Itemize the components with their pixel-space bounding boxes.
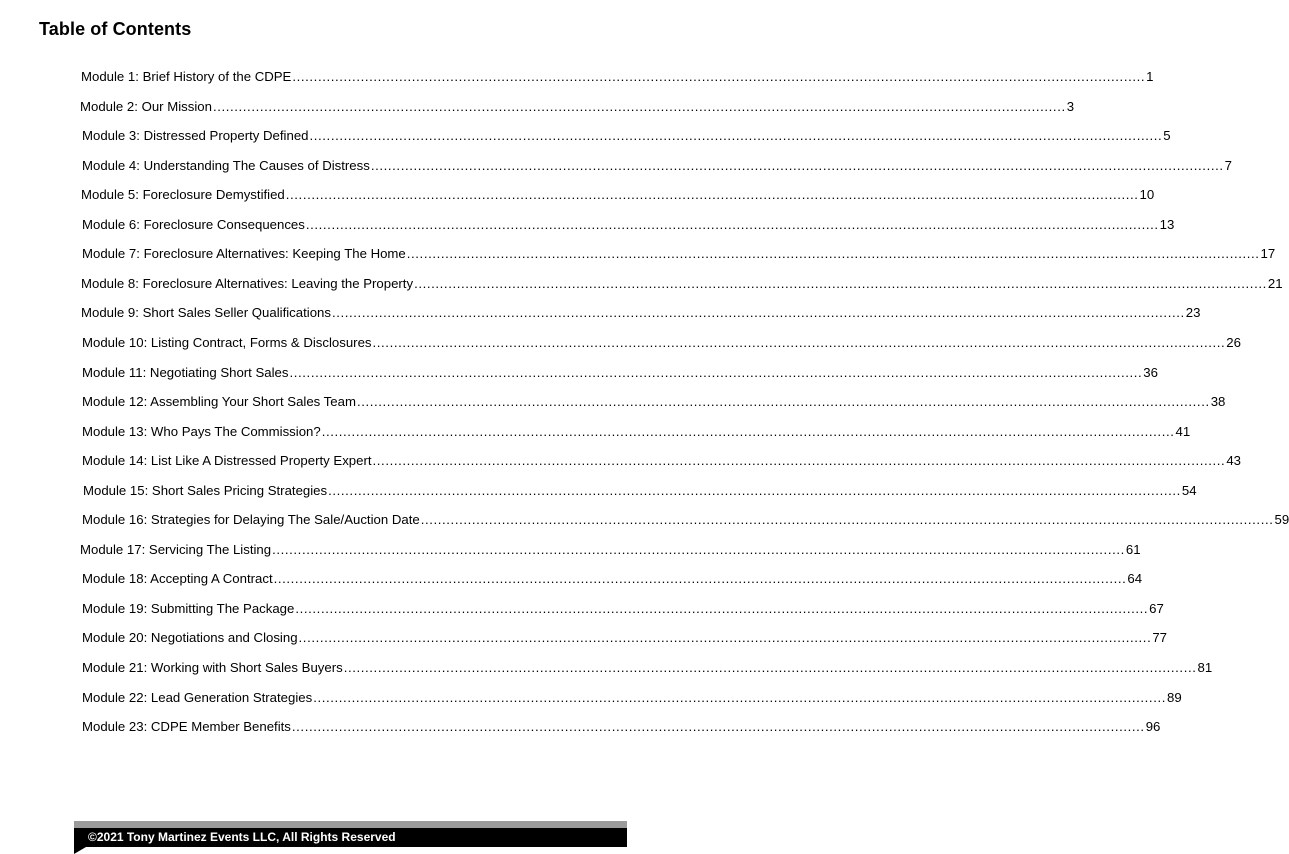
toc-entry-page-number: 3 — [1066, 99, 1075, 114]
toc-leader-dots: ........................................................................................................................................................................................................ — [313, 690, 1166, 705]
toc-leader-dots: ........................................................................................................................................................................................................ — [285, 187, 1139, 202]
toc-entry-label: Module 23: CDPE Member Benefits — [82, 719, 291, 734]
toc-entry-label: Module 17: Servicing The Listing — [80, 542, 272, 557]
footer-copyright: ©2021 Tony Martinez Events LLC, All Rights Reserved — [88, 830, 396, 844]
toc-entry-label: Module 14: List Like A Distressed Property Expert — [82, 453, 372, 468]
toc-entry-label: Module 3: Distressed Property Defined — [82, 128, 309, 143]
toc-leader-dots: ........................................................................................................................................................................................................ — [292, 69, 1146, 84]
toc-entry-page-number: 67 — [1149, 601, 1164, 616]
toc-leader-dots: ........................................................................................................................................................................................................ — [370, 158, 1224, 173]
toc-leader-dots: ........................................................................................................................................................................................................ — [321, 424, 1175, 439]
toc-entry — [82, 127, 1171, 145]
toc-entry — [80, 541, 1141, 559]
toc-entry — [82, 393, 1226, 411]
toc-entry — [82, 423, 1191, 441]
toc-entry — [82, 689, 1182, 707]
toc-entry-page-number: 54 — [1181, 483, 1197, 498]
toc-entry-label: Module 7: Foreclosure Alternatives: Keeping The Home — [82, 246, 406, 261]
toc-leader-dots: ........................................................................................................................................................................................................ — [420, 512, 1274, 527]
toc-leader-dots: ........................................................................................................................................................................................................ — [343, 660, 1197, 675]
toc-entry-page-number: 81 — [1197, 660, 1213, 675]
toc-entry-page-number: 17 — [1260, 246, 1276, 261]
toc-entry-page-number: 10 — [1139, 187, 1155, 202]
toc-entry — [82, 364, 1158, 382]
toc-entry-page-number: 26 — [1226, 335, 1241, 350]
toc-entry — [82, 570, 1143, 588]
toc-leader-dots: ........................................................................................................................................................................................................ — [273, 571, 1127, 586]
toc-entry — [82, 600, 1164, 618]
page-title: Table of Contents — [39, 19, 192, 39]
toc-entry-label: Module 11: Negotiating Short Sales — [82, 365, 289, 380]
toc-entry-page-number: 61 — [1125, 542, 1141, 557]
footer-bar — [74, 828, 627, 847]
toc-leader-dots: ........................................................................................................................................................................................................ — [295, 601, 1149, 616]
toc-entry — [82, 216, 1175, 234]
toc-leader-dots: ........................................................................................................................................................................................................ — [372, 335, 1226, 350]
toc-entry-page-number: 59 — [1274, 512, 1289, 527]
toc-leader-dots: ........................................................................................................................................................................................................ — [372, 453, 1226, 468]
toc-entry-page-number: 64 — [1127, 571, 1143, 586]
toc-leader-dots: ........................................................................................................................................................................................................ — [291, 719, 1145, 734]
toc-entry-label: Module 19: Submitting The Package — [82, 601, 295, 616]
toc-leader-dots: ........................................................................................................................................................................................................ — [414, 276, 1267, 291]
toc-leader-dots: ........................................................................................................................................................................................................ — [331, 305, 1185, 320]
toc-leader-dots: ........................................................................................................................................................................................................ — [406, 246, 1260, 261]
footer-corner-decoration — [74, 847, 86, 854]
toc-entry-page-number: 89 — [1166, 690, 1182, 705]
toc-leader-dots: ........................................................................................................................................................................................................ — [305, 217, 1159, 232]
toc-entry-page-number: 41 — [1175, 424, 1191, 439]
toc-entry-label: Module 1: Brief History of the CDPE — [81, 69, 292, 84]
toc-leader-dots: ........................................................................................................................................................................................................ — [212, 99, 1066, 114]
toc-entry — [82, 452, 1241, 470]
toc-entry-page-number: 7 — [1224, 158, 1232, 173]
toc-entry-label: Module 16: Strategies for Delaying The Sale/Auction Date — [82, 512, 420, 527]
toc-entry-page-number: 77 — [1152, 630, 1167, 645]
toc-entry — [82, 659, 1213, 677]
toc-entry-label: Module 18: Accepting A Contract — [82, 571, 273, 586]
toc-entry-page-number: 96 — [1145, 719, 1161, 734]
toc-entry-page-number: 1 — [1146, 69, 1154, 84]
page-footer — [74, 821, 627, 854]
toc-entry-label: Module 4: Understanding The Causes of Distress — [82, 158, 370, 173]
toc-entry-page-number: 13 — [1159, 217, 1175, 232]
toc-entry-page-number: 36 — [1143, 365, 1158, 380]
toc-entry-label: Module 21: Working with Short Sales Buyers — [82, 660, 343, 675]
toc-entry-page-number: 5 — [1163, 128, 1171, 143]
toc-leader-dots: ........................................................................................................................................................................................................ — [289, 365, 1143, 380]
toc-entry-page-number: 43 — [1226, 453, 1241, 468]
toc-entry-page-number: 21 — [1267, 276, 1283, 291]
toc-entry — [81, 275, 1283, 293]
toc-entry-label: Module 8: Foreclosure Alternatives: Leaving the Property — [81, 276, 414, 291]
toc-entry-page-number: 38 — [1210, 394, 1226, 409]
toc-entry — [80, 98, 1075, 116]
toc-entry — [83, 482, 1197, 500]
toc-entry — [82, 629, 1167, 647]
toc-entry-label: Module 20: Negotiations and Closing — [82, 630, 298, 645]
toc-entry-label: Module 13: Who Pays The Commission? — [82, 424, 321, 439]
toc-leader-dots: ........................................................................................................................................................................................................ — [298, 630, 1152, 645]
toc-entry-label: Module 9: Short Sales Seller Qualifications — [81, 305, 331, 320]
toc-entry — [82, 245, 1276, 263]
toc-leader-dots: ........................................................................................................................................................................................................ — [309, 128, 1163, 143]
toc-entry — [81, 186, 1155, 204]
toc-entry — [82, 718, 1161, 736]
toc-entry-label: Module 15: Short Sales Pricing Strategies — [83, 483, 328, 498]
toc-entry-label: Module 22: Lead Generation Strategies — [82, 690, 313, 705]
toc-entry — [82, 511, 1289, 529]
toc-entry — [82, 334, 1241, 352]
toc-entry-page-number: 23 — [1185, 305, 1201, 320]
toc-leader-dots: ........................................................................................................................................................................................................ — [328, 483, 1181, 498]
toc-entry-label: Module 5: Foreclosure Demystified — [81, 187, 285, 202]
toc-entry-label: Module 12: Assembling Your Short Sales Team — [82, 394, 356, 409]
toc-entry — [81, 68, 1154, 86]
toc-leader-dots: ........................................................................................................................................................................................................ — [272, 542, 1125, 557]
toc-entry-label: Module 10: Listing Contract, Forms & Disclosures — [82, 335, 372, 350]
toc-entry — [82, 157, 1232, 175]
toc-leader-dots: ........................................................................................................................................................................................................ — [356, 394, 1210, 409]
toc-entry — [81, 304, 1201, 322]
toc-entry-label: Module 6: Foreclosure Consequences — [82, 217, 305, 232]
toc-entry-label: Module 2: Our Mission — [80, 99, 212, 114]
